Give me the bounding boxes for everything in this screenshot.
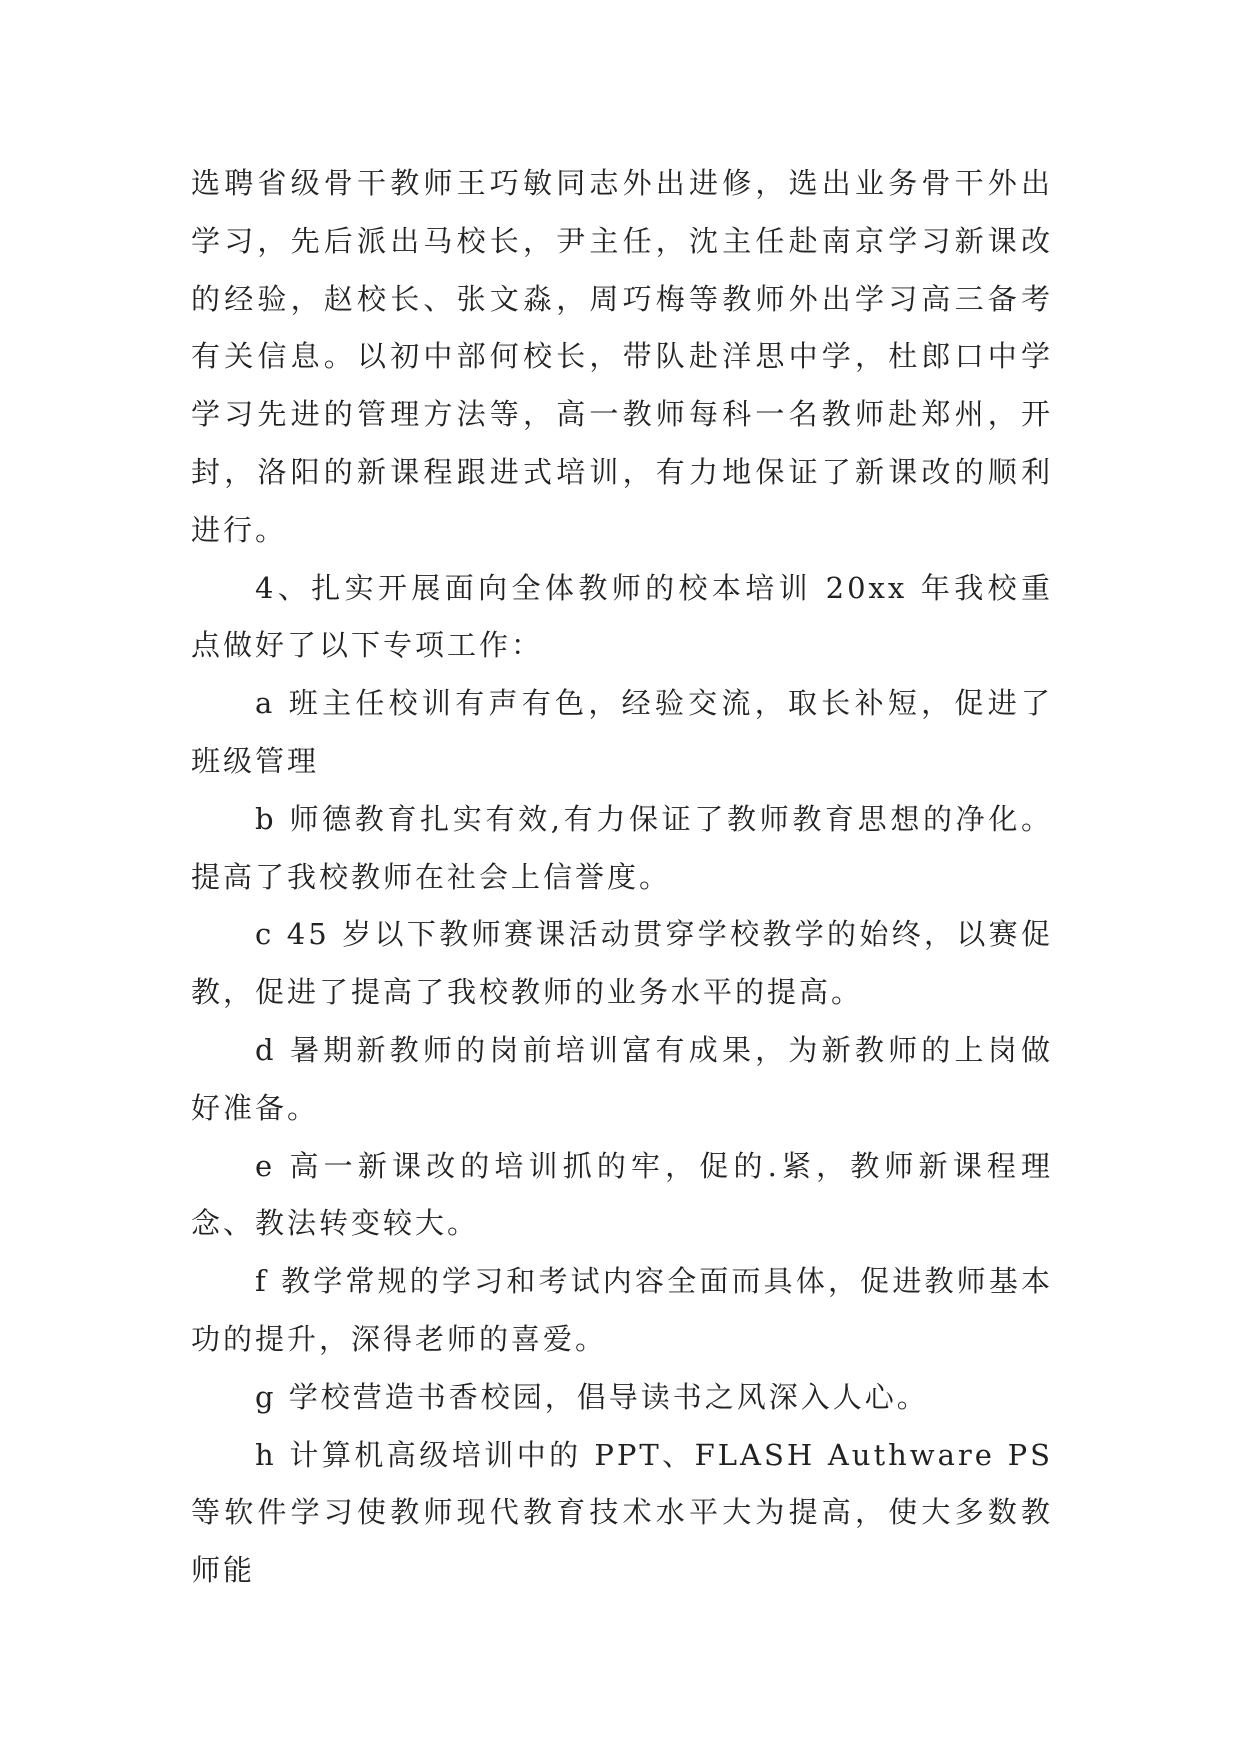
list-item-d: d 暑期新教师的岗前培训富有成果，为新教师的上岗做好准备。 — [191, 1032, 1053, 1125]
list-item-c: c 45 岁以下教师赛课活动贯穿学校教学的始终，以赛促教，促进了提高了我校教师的业务水平的提高。 — [191, 917, 1053, 1010]
list-item-f: f 教学常规的学习和考试内容全面而具体，促进教师基本功的提升，深得老师的喜爱。 — [191, 1264, 1053, 1356]
list-item-a: a 班主任校训有声有色，经验交流，取长补短，促进了班级管理 — [191, 686, 1053, 778]
list-item-g: g 学校营造书香校园，倡导读书之风深入人心。 — [255, 1379, 929, 1414]
paragraph-training-outside: 选聘省级骨干教师王巧敏同志外出进修，选出业务骨干外出学习，先后派出马校长，尹主任，沈主任赴南京学习新课改的经验，赵校长、张文淼，周巧梅等教师外出学习高三备考有关信息。以初中部何校长，带队赴洋思中学，杜郎口中学学习先进的管理方法等，高一教师每科一名教师赴郑州，开封，洛阳的新课程跟进式培训，有力地保证了新课改的顺利进行。 — [191, 166, 1053, 547]
document-body — [191, 155, 1053, 1600]
paragraph-school-training: 4、扎实开展面向全体教师的校本培训 20xx 年我校重点做好了以下专项工作： — [191, 570, 1053, 663]
list-item-h: h 计算机高级培训中的 PPT、FLASH Authware PS 等软件学习使教师现代教育技术水平大为提高，使大多数教师能 — [191, 1437, 1053, 1588]
list-item-b: b 师德教育扎实有效,有力保证了教师教育思想的净化。提高了我校教师在社会上信誉度。 — [191, 801, 1053, 894]
list-item-e: e 高一新课改的培训抓的牢，促的.紧，教师新课程理念、教法转变较大。 — [191, 1148, 1053, 1241]
